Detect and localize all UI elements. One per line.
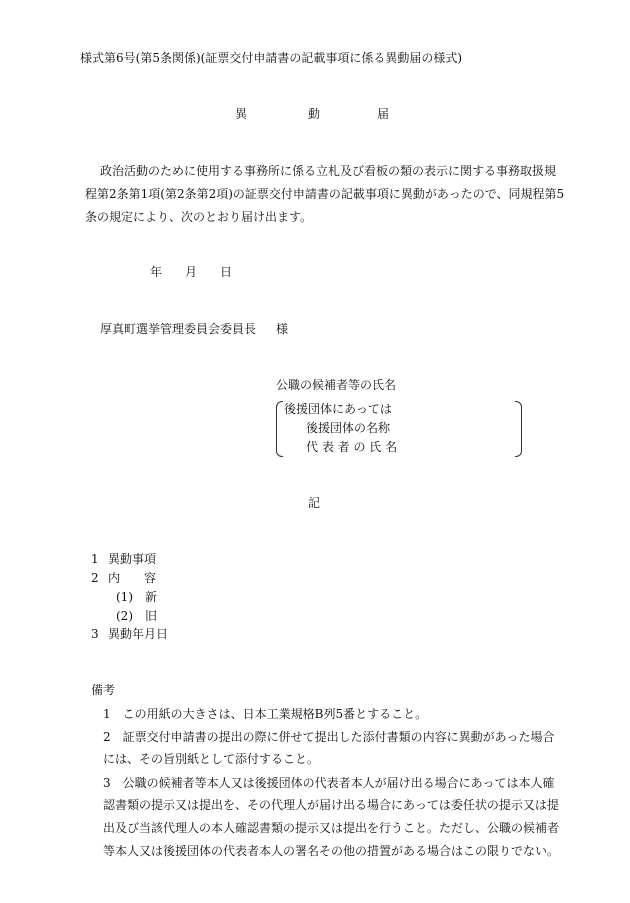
addressee-suffix: 様: [276, 322, 289, 336]
support-group-name-label: 後援団体の名称: [306, 421, 391, 435]
note-line-4: 3 公職の候補者等本人又は後援団体の代表者本人が届け出る場合にあっては本人確: [103, 776, 555, 790]
title-char-3: 届: [377, 107, 390, 121]
form-header: 様式第6号(第5条関係)(証票交付申請書の記載事項に係る異動届の様式): [80, 51, 462, 65]
title-char-1: 異: [235, 107, 248, 121]
item-2-1-num: (1): [116, 590, 133, 604]
note-line-5: 認書類の提示又は提出を、その代理人が届け出る場合にあっては委任状の提示又は提: [103, 798, 559, 812]
right-bracket: [515, 401, 522, 457]
item-2-num: 2: [91, 571, 99, 585]
note-line-6: 出及び当該代理人の本人確認書類の提示又は提出を行うこと。ただし、公職の候補者: [103, 821, 560, 835]
date-month: 月: [185, 265, 198, 279]
title-char-2: 動: [308, 107, 321, 121]
item-1-num: 1: [91, 552, 99, 566]
item-3-label: 異動年月日: [108, 627, 169, 641]
intro-line-3: 条の規定により、次のとおり届け出ます。: [85, 210, 313, 224]
note-line-7: 等本人又は後援団体の代表者本人の署名その他の措置がある場合はこの限りでない。: [103, 844, 560, 858]
applicant-name-label: 公職の候補者等の氏名: [276, 378, 397, 392]
note-line-1: 1 この用紙の大きさは、日本工業規格B列5番とすること。: [103, 707, 428, 721]
item-2-1-label: 新: [145, 590, 158, 604]
left-bracket: [276, 401, 283, 457]
item-2-label: 内 容: [108, 571, 157, 585]
item-3-num: 3: [91, 627, 99, 641]
date-day: 日: [220, 265, 233, 279]
notes-heading: 備考: [91, 683, 116, 697]
intro-line-1: 政治活動のために使用する事務所に係る立札及び看板の類の表示に関する事務取扱規: [100, 164, 557, 178]
ki-heading: 記: [308, 496, 321, 510]
support-group-note: 後援団体にあっては: [284, 402, 392, 416]
item-2-2-num: (2): [116, 609, 133, 623]
representative-name-label: 代 表 者 の 氏 名: [306, 440, 398, 454]
item-1-label: 異動事項: [108, 552, 157, 566]
note-line-2: 2 証票交付申請書の提出の際に併せて提出した添付書類の内容に異動があった場合: [103, 730, 555, 744]
item-2-2-label: 旧: [145, 609, 158, 623]
date-year: 年: [150, 265, 163, 279]
intro-line-2: 程第2条第1項(第2条第2項)の証票交付申請書の記載事項に異動があったので、同規程第5: [85, 187, 565, 201]
addressee-name: 厚真町選挙管理委員会委員長: [100, 322, 257, 336]
note-line-3: には、その旨別紙として添付すること。: [103, 752, 320, 766]
